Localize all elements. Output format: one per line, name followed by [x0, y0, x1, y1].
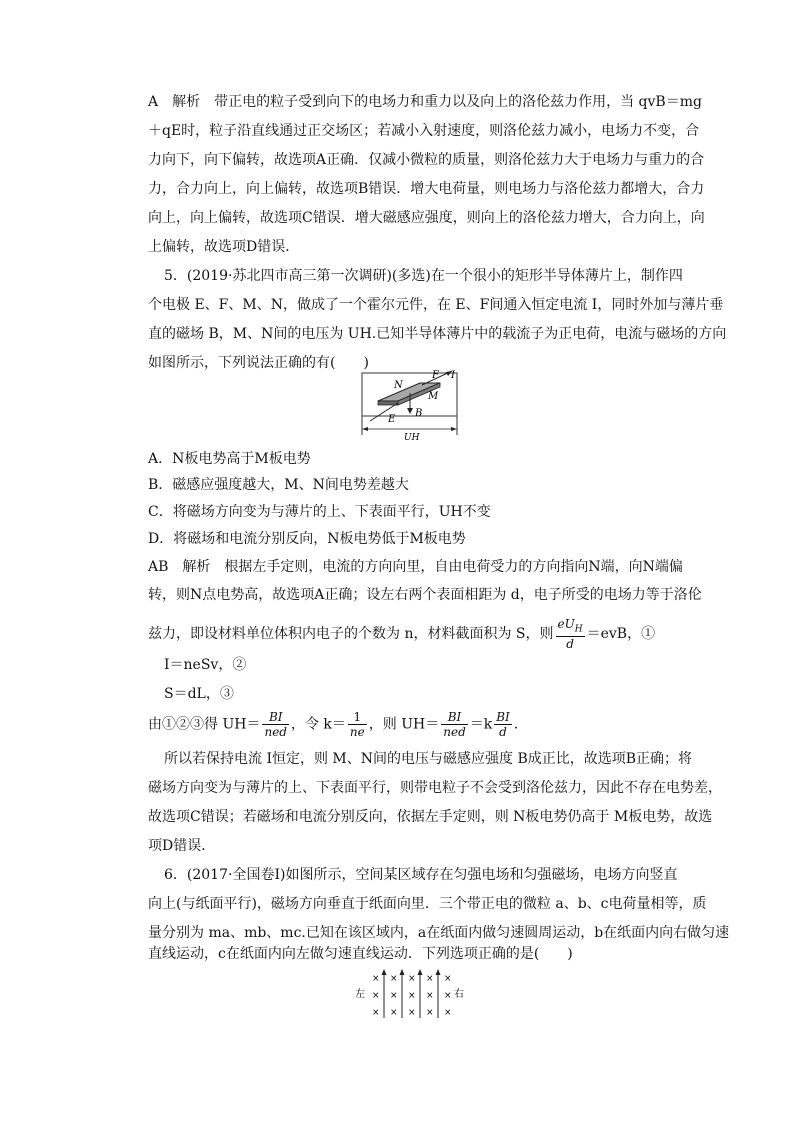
fraction-BI-over-ned: $\frac{BI}{\text{ned}}$ [264, 710, 287, 739]
cross-mark: × [426, 1008, 434, 1018]
fraction-BI-over-d: $\frac{BI}{d}$ [496, 710, 510, 739]
question-5-line-4: 如图所示，下列说法正确的有( ) [148, 355, 369, 371]
question-6-line-4: 直线运动，c在纸面内向左做匀速直线运动．下列选项正确的是( ) [148, 946, 573, 962]
fraction-eUH-over-d: $\frac{eU_H}{d}$ [557, 617, 583, 652]
option-a: A．N板电势高于M板电势 [148, 451, 311, 467]
field-arrow [436, 969, 441, 975]
hall-element-figure [340, 365, 465, 440]
answer-a-line-1: A 解析 带正电的粒子受到向下的电场力和重力以及向上的洛伦兹力作用，当 qvB＝mg [148, 94, 702, 110]
answer-5-line-3-text: 兹力，即设材料单位体积内电子的个数为 n，材料截面积为 S，则 [148, 626, 554, 643]
equation-3: S＝dL，③ [164, 686, 234, 702]
label-right: 右 [454, 989, 464, 1000]
answer-a-line-3: 力向下，向下偏转，故选项A正确．仅减小微粒的质量，则洛伦兹力大于电场力与重力的合 [148, 152, 705, 168]
cross-mark: × [408, 991, 416, 1001]
label-U: UH [404, 433, 420, 440]
answer-5-line-2: 转，则N点电势高，故选项A正确；设左右两个表面相距为 d，电子所受的电场力等于洛伦 [148, 587, 702, 603]
cross-mark: × [372, 974, 380, 984]
eq1-tail: ＝evB，① [586, 626, 656, 643]
option-b: B．磁感应强度越大，M、N间电势差越大 [148, 477, 409, 493]
option-c: C．将磁场方向变为与薄片的上、下表面平行，UH不变 [148, 504, 491, 520]
question-6-line-3: 量分别为 ma、mb、mc.已知在该区域内，a在纸面内做匀速圆周运动，b在纸面内向右做匀速 [148, 925, 730, 941]
cross-mark: × [408, 974, 416, 984]
equation-4 [148, 710, 518, 740]
answer-5-tail-4: 项D错误． [148, 838, 216, 854]
question-5-line-2: 个电极 E、F、M、N，做成了一个霍尔元件，在 E、F间通入恒定电流 I，同时外加与薄片垂 [148, 297, 724, 313]
answer-5-line-1: AB 解析 根据左手定则，电流的方向向里，自由电荷受力的方向指向N端，向N端偏 [148, 559, 683, 575]
eq4-mid1: ，令 k＝ [290, 716, 346, 733]
label-left: 左 [355, 989, 365, 1000]
question-6-line-1: 6．(2017·全国卷Ⅰ)如图所示，空间某区域存在匀强电场和匀强磁场，电场方向竖直 [164, 867, 678, 883]
label-M: M [428, 391, 439, 402]
field-arrow [418, 969, 423, 975]
answer-a-line-6: 上偏转，故选项D错误． [148, 239, 300, 255]
answer-5-tail-3: 故选项C错误；若磁场和电流分别反向，依据左手定则，则 N板电势仍高于 M板电势，故选 [148, 809, 713, 825]
answer-a-line-5: 向上，向上偏转，故选项C错误．增大磁感应强度，则向上的洛伦兹力增大，合力向上，向 [148, 210, 705, 226]
cross-mark: × [372, 991, 380, 1001]
label-I: I [451, 370, 455, 381]
label-E: E [388, 414, 396, 425]
cross-mark: × [390, 991, 398, 1001]
eq4-mid2: ，则 UH＝ [368, 716, 440, 733]
option-d: D．将磁场和电流分别反向，N板电势低于M板电势 [148, 531, 466, 547]
cross-mark: × [444, 1008, 452, 1018]
answer-5-line-3 [148, 617, 655, 651]
label-B: B [415, 408, 423, 419]
answer-5-tail-2: 磁场方向变为与薄片的上、下表面平行，则带电粒子不会受到洛伦兹力，因此不存在电势差， [148, 780, 722, 796]
field-arrow [400, 969, 405, 975]
eq4-end: . [513, 716, 519, 733]
label-N: N [394, 380, 403, 391]
answer-5-tail-1: 所以若保持电流 I恒定，则 M、N间的电压与磁感应强度 B成正比，故选项B正确；将 [164, 751, 693, 767]
eq4-prefix: 由①②③得 UH＝ [148, 716, 261, 733]
question-5-line-1: 5．(2019·苏北四市高三第一次调研)(多选)在一个很小的矩形半导体薄片上，制作四 [164, 268, 683, 284]
question-6-line-2: 向上(与纸面平行)，磁场方向垂直于纸面向里．三个带正电的微粒 a、b、c电荷量相等，质 [148, 896, 707, 912]
fraction-1-over-ne: $\frac{1}{ne}$ [349, 710, 365, 739]
cross-mark: × [390, 974, 398, 984]
label-F: F [432, 370, 439, 381]
eq4-mid3: ＝k [469, 716, 493, 733]
cross-mark: × [444, 974, 452, 984]
equation-2: I＝neSv，② [164, 657, 247, 673]
cross-mark: × [444, 991, 452, 1001]
answer-a-line-4: 力，合力向上，向上偏转，故选项B错误．增大电荷量，则电场力与洛伦兹力都增大，合力 [148, 181, 705, 197]
field-arrow [382, 969, 387, 975]
answer-a-line-2: ＋qE时，粒子沿直线通过正交场区；若减小入射速度，则洛伦兹力减小，电场力不变，合 [148, 123, 700, 139]
cross-mark: × [390, 1008, 398, 1018]
cross-mark: × [408, 1008, 416, 1018]
cross-mark: × [426, 991, 434, 1001]
field-region-figure [355, 968, 475, 1020]
cross-mark: × [426, 974, 434, 984]
cross-mark: × [372, 1008, 380, 1018]
question-5-line-3: 直的磁场 B，M、N间的电压为 UH.已知半导体薄片中的载流子为正电荷，电流与磁场的方向 [148, 326, 727, 342]
fraction-BI-over-ned-2: $\frac{BI}{\text{ned}}$ [443, 710, 466, 739]
